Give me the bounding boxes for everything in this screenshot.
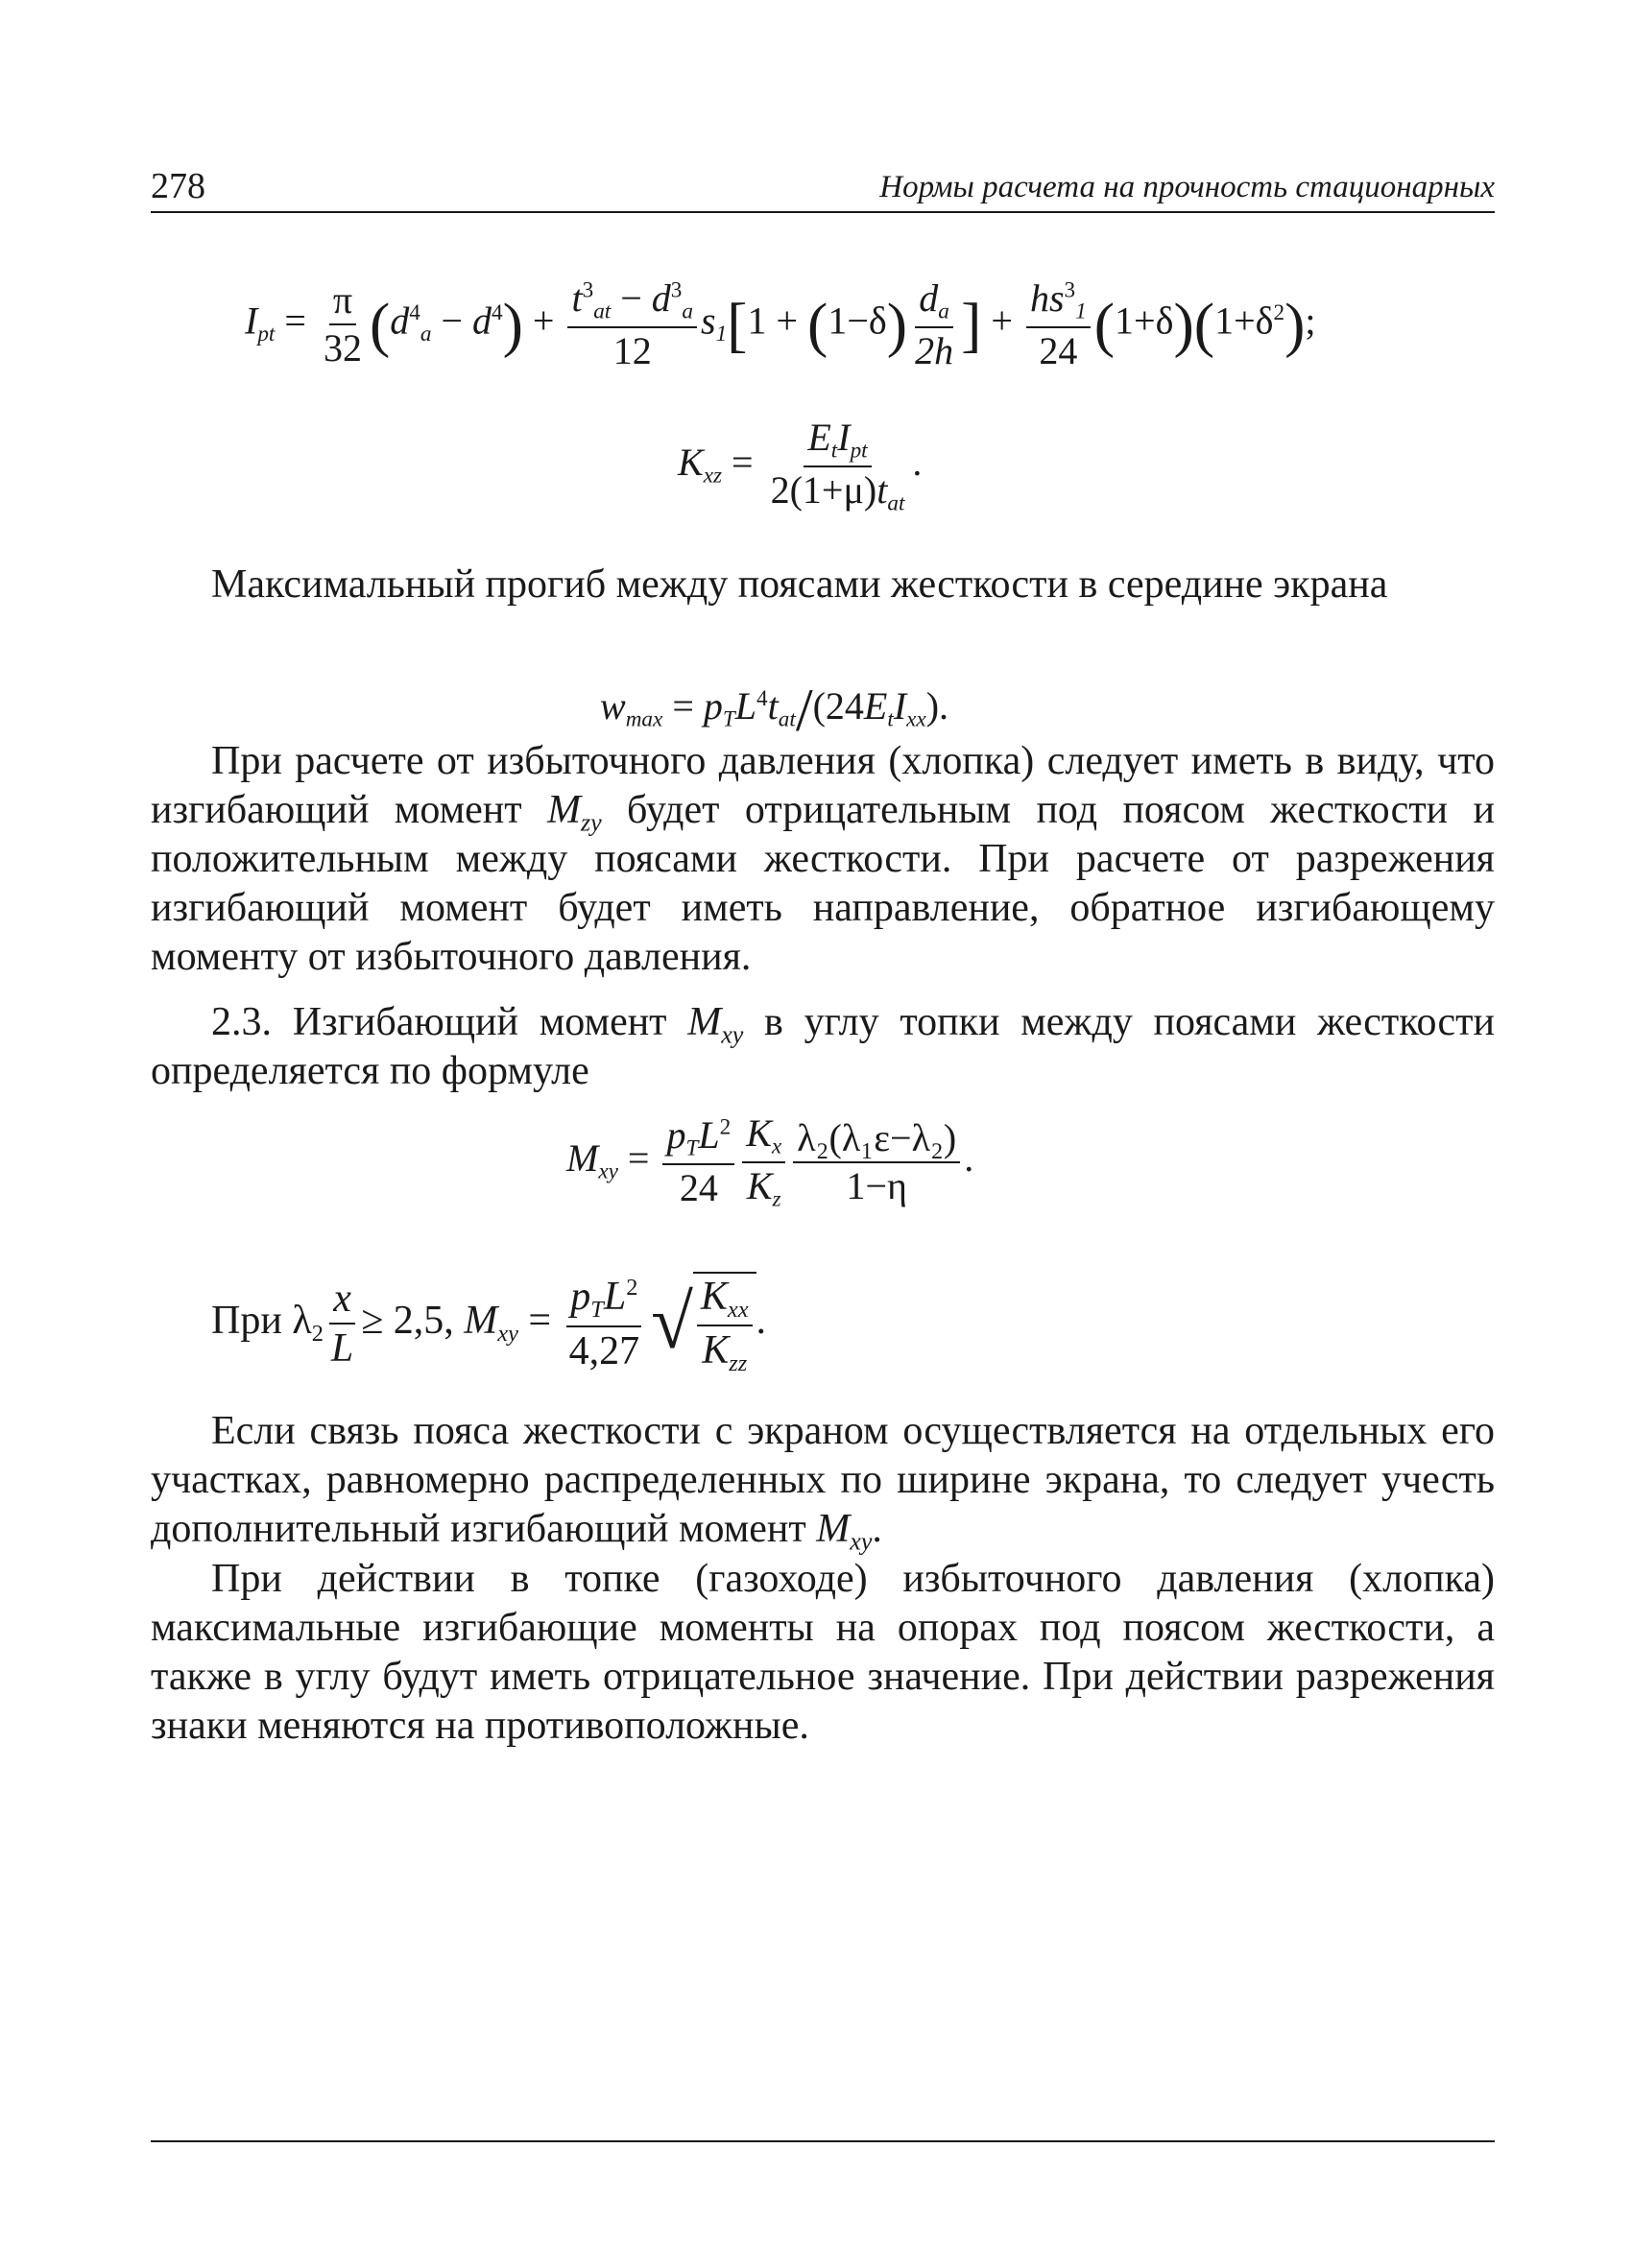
paragraph-furnace-pressure: При действии в топке (газоходе) избыточного давления (хлопка) максимальные изгибающие моменты на опорах под поясом жесткости, а также в углу будут иметь отрицательное значение. При действии разрежения знаки меняются на противоположные.: [151, 1557, 1495, 1748]
formula-stiffness-kxz: $K_{xz}$ = $\frac{E_tI_{pt}}{2(1+\mu)t_{at}}$ .: [678, 416, 923, 516]
paragraph-overpressure: При расчете от избыточного давления (хлопка) следует иметь в виду, что изгибающий момент $M_{zy}$ будет отрицательным под поясом жесткости и положительным между поясами жесткости. При расчете от разрежения изгибающий момент будет иметь направление, обратное изгибающему моменту от избыточного давления.: [151, 739, 1495, 979]
formula-polar-moment: $I_{pt}$ = $\frac{\pi}{32}$ $(d^4_a - d^4)$ + $\frac{t^3_{at} - d^3_a}{12}$ $s_1[1 + (1-\delta)$ $\frac{d_a}{2h}$ ] + $\frac{hs^3_1}{24}$ $(1+\delta)(1+\delta^2)$;: [245, 276, 1316, 372]
running-head: Нормы расчета на прочность стационарных: [879, 170, 1495, 204]
page-header: [151, 163, 1495, 217]
paragraph-belt-connection: Если связь пояса жесткости с экраном осуществляется на отдельных его участках, равномерно распределенных по ширине экрана, то следует учесть дополнительный изгибающий момент $M_{xy}$.: [151, 1409, 1495, 1556]
paragraph-max-deflection: Максимальный прогиб между поясами жесткости в середине экрана: [211, 562, 1388, 607]
page-number: 278: [151, 166, 205, 206]
footer-rule: [151, 2140, 1495, 2142]
header-rule: [151, 211, 1495, 213]
formula-max-deflection: $w_{max} = p_TL^4t_{at}/(24E_tI_{xx})$.: [600, 676, 949, 744]
formula-bending-moment: $M_{xy}$ = $\frac{p_TL^2}{24}$ $\frac{K_x}{K_z}$ $\frac{\text{λ₂(λ₁ε−λ₂)}}{1-\eta}$ .: [566, 1111, 974, 1212]
formula-condition: При $\lambda_2$ $\frac{x}{L}$ ≥ 2,5, $M_{xy}$ = $\frac{p_TL^2}{4,27}$ √ $\frac{K_{xx}}{K_{zz}}$ .: [211, 1272, 766, 1376]
paragraph-section-2-3: 2.3. Изгибающий момент $M_{xy}$ в углу топки между поясами жесткости определяется по формуле: [151, 1000, 1496, 1093]
